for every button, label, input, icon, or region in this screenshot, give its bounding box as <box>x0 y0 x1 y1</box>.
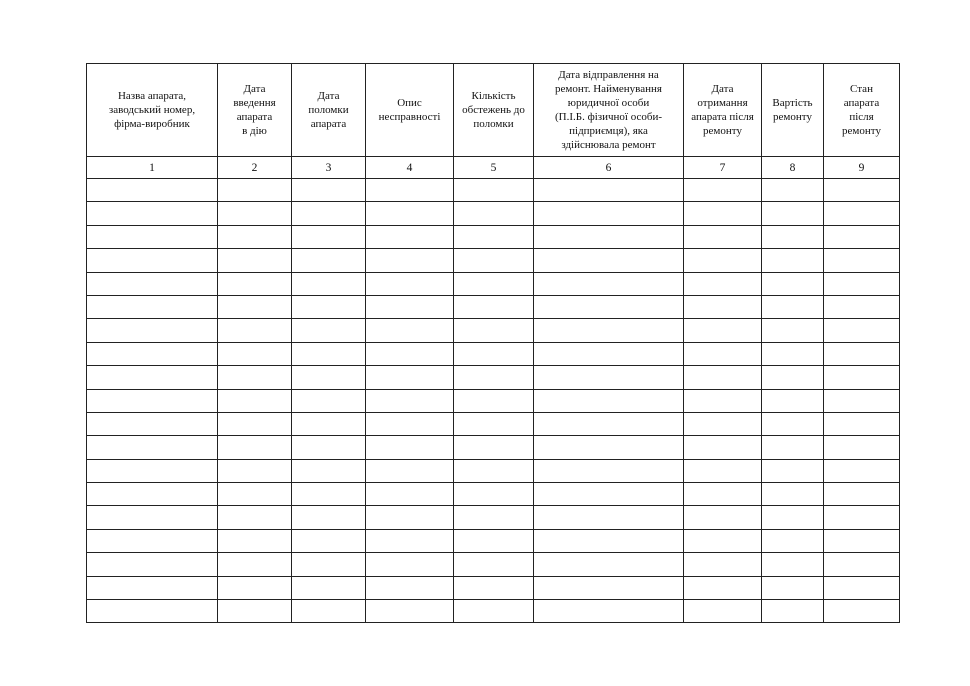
table-cell <box>684 436 762 459</box>
table-cell <box>366 506 454 529</box>
table-cell <box>824 225 900 248</box>
table-cell <box>454 600 534 623</box>
table-cell <box>534 202 684 225</box>
column-number-cell: 1 <box>87 157 218 179</box>
table-cell <box>87 249 218 272</box>
table-cell <box>292 342 366 365</box>
table-cell <box>454 225 534 248</box>
table-cell <box>292 249 366 272</box>
table-header-row <box>87 64 900 157</box>
table-cell <box>454 249 534 272</box>
table-cell <box>762 576 824 599</box>
table-cell <box>762 225 824 248</box>
table-cell <box>684 319 762 342</box>
table-cell <box>824 202 900 225</box>
table-cell <box>366 389 454 412</box>
table-cell <box>366 342 454 365</box>
table-cell <box>762 412 824 435</box>
table-cell <box>534 576 684 599</box>
table-cell <box>684 459 762 482</box>
table-row <box>87 202 900 225</box>
header-cell-examinations-count: Кількість обстежень до поломки <box>454 64 534 157</box>
table-cell <box>366 436 454 459</box>
table-cell <box>762 295 824 318</box>
table-cell <box>87 436 218 459</box>
table-cell <box>534 436 684 459</box>
table-cell <box>366 319 454 342</box>
table-cell <box>824 412 900 435</box>
table-cell <box>292 506 366 529</box>
table-cell <box>292 202 366 225</box>
column-number-cell: 2 <box>218 157 292 179</box>
table-cell <box>366 553 454 576</box>
table-cell <box>218 389 292 412</box>
table-cell <box>454 483 534 506</box>
column-number-cell: 3 <box>292 157 366 179</box>
table-cell <box>684 202 762 225</box>
table-cell <box>292 295 366 318</box>
table-cell <box>762 553 824 576</box>
column-number-cell: 9 <box>824 157 900 179</box>
table-cell <box>292 600 366 623</box>
table-cell <box>762 459 824 482</box>
table-cell <box>218 529 292 552</box>
table-cell <box>292 179 366 202</box>
table-cell <box>292 412 366 435</box>
table-cell <box>454 295 534 318</box>
table-row <box>87 412 900 435</box>
table-cell <box>292 576 366 599</box>
table-cell <box>762 249 824 272</box>
table-cell <box>534 483 684 506</box>
table-cell <box>684 179 762 202</box>
table-cell <box>87 529 218 552</box>
table-cell <box>534 319 684 342</box>
table-row <box>87 389 900 412</box>
column-number-cell: 4 <box>366 157 454 179</box>
table-cell <box>87 553 218 576</box>
table-cell <box>534 225 684 248</box>
table-cell <box>824 459 900 482</box>
header-cell-repair-dispatch: Дата відправлення на ремонт. Найменування юридичної особи (П.І.Б. фізичної особи- підприємця), яка здійснювала ремонт <box>534 64 684 157</box>
table-cell <box>366 179 454 202</box>
column-number-row <box>87 157 900 179</box>
table-cell <box>218 553 292 576</box>
table-cell <box>454 459 534 482</box>
table-cell <box>534 506 684 529</box>
table-cell <box>454 436 534 459</box>
table-cell <box>292 553 366 576</box>
table-cell <box>218 412 292 435</box>
table-cell <box>87 483 218 506</box>
table-cell <box>684 506 762 529</box>
header-cell-commissioning-date: Дата введення апарата в дію <box>218 64 292 157</box>
table-cell <box>218 179 292 202</box>
table-cell <box>87 319 218 342</box>
table-cell <box>762 342 824 365</box>
table-cell <box>824 342 900 365</box>
table-cell <box>366 366 454 389</box>
table-row <box>87 366 900 389</box>
table-cell <box>824 295 900 318</box>
table-cell <box>684 483 762 506</box>
table-cell <box>684 249 762 272</box>
table-cell <box>454 412 534 435</box>
header-cell-breakdown-date: Дата поломки апарата <box>292 64 366 157</box>
table-cell <box>824 576 900 599</box>
table-cell <box>87 506 218 529</box>
table-cell <box>366 600 454 623</box>
table-cell <box>824 600 900 623</box>
table-cell <box>762 319 824 342</box>
table-cell <box>454 576 534 599</box>
table-cell <box>87 576 218 599</box>
table-cell <box>824 436 900 459</box>
table-cell <box>366 483 454 506</box>
table-cell <box>824 179 900 202</box>
column-number-cell: 6 <box>534 157 684 179</box>
table-cell <box>824 483 900 506</box>
table-cell <box>762 529 824 552</box>
table-cell <box>824 366 900 389</box>
column-number-cell: 7 <box>684 157 762 179</box>
header-cell-device-name: Назва апарата, заводський номер, фірма-виробник <box>87 64 218 157</box>
table-cell <box>762 366 824 389</box>
table-cell <box>292 225 366 248</box>
header-cell-return-date: Дата отримання апарата після ремонту <box>684 64 762 157</box>
table-cell <box>454 202 534 225</box>
table-cell <box>366 529 454 552</box>
table-row <box>87 483 900 506</box>
table-cell <box>366 576 454 599</box>
table-cell <box>534 412 684 435</box>
column-number-cell: 8 <box>762 157 824 179</box>
table-row <box>87 576 900 599</box>
column-number-cell: 5 <box>454 157 534 179</box>
table-cell <box>366 272 454 295</box>
header-cell-fault-description: Опис несправності <box>366 64 454 157</box>
table-row <box>87 319 900 342</box>
table-cell <box>218 249 292 272</box>
table-row <box>87 342 900 365</box>
table-cell <box>218 295 292 318</box>
table-cell <box>292 366 366 389</box>
table-cell <box>762 202 824 225</box>
table-cell <box>824 529 900 552</box>
header-cell-condition-after-repair: Стан апарата після ремонту <box>824 64 900 157</box>
table-cell <box>684 272 762 295</box>
table-cell <box>218 506 292 529</box>
table-cell <box>218 576 292 599</box>
table-cell <box>87 179 218 202</box>
table-cell <box>87 389 218 412</box>
table-cell <box>454 389 534 412</box>
table-cell <box>292 459 366 482</box>
table-cell <box>454 553 534 576</box>
table-cell <box>762 436 824 459</box>
table-cell <box>87 600 218 623</box>
table-row <box>87 295 900 318</box>
table-cell <box>684 529 762 552</box>
table-cell <box>824 506 900 529</box>
table-cell <box>218 272 292 295</box>
table-cell <box>292 319 366 342</box>
table-cell <box>218 202 292 225</box>
table-cell <box>684 366 762 389</box>
table-row <box>87 436 900 459</box>
table-row <box>87 553 900 576</box>
table-cell <box>684 225 762 248</box>
table-cell <box>534 553 684 576</box>
table-cell <box>218 366 292 389</box>
table-cell <box>454 319 534 342</box>
table-cell <box>824 319 900 342</box>
table-cell <box>366 412 454 435</box>
table-cell <box>534 389 684 412</box>
table-row <box>87 600 900 623</box>
table-cell <box>684 600 762 623</box>
table-cell <box>454 529 534 552</box>
table-cell <box>684 295 762 318</box>
table-cell <box>87 366 218 389</box>
table-cell <box>218 436 292 459</box>
table-cell <box>534 366 684 389</box>
table-cell <box>762 389 824 412</box>
table-cell <box>762 483 824 506</box>
table-cell <box>218 225 292 248</box>
table-cell <box>292 529 366 552</box>
table-cell <box>292 436 366 459</box>
table-cell <box>454 272 534 295</box>
table-cell <box>534 459 684 482</box>
table-cell <box>87 342 218 365</box>
table-cell <box>534 529 684 552</box>
table-cell <box>87 272 218 295</box>
table-cell <box>824 553 900 576</box>
table-cell <box>292 389 366 412</box>
table-cell <box>684 389 762 412</box>
table-cell <box>454 342 534 365</box>
table-row <box>87 529 900 552</box>
table-cell <box>218 600 292 623</box>
table-cell <box>534 295 684 318</box>
table-cell <box>218 319 292 342</box>
table-cell <box>366 225 454 248</box>
table-cell <box>534 600 684 623</box>
table-cell <box>87 412 218 435</box>
table-cell <box>87 202 218 225</box>
table-cell <box>762 600 824 623</box>
table-cell <box>366 295 454 318</box>
table-cell <box>684 412 762 435</box>
table-cell <box>292 272 366 295</box>
table-cell <box>762 179 824 202</box>
table-cell <box>684 342 762 365</box>
header-cell-repair-cost: Вартість ремонту <box>762 64 824 157</box>
table-row <box>87 225 900 248</box>
table-cell <box>292 483 366 506</box>
table-cell <box>366 249 454 272</box>
table-cell <box>824 389 900 412</box>
table-cell <box>684 576 762 599</box>
table-cell <box>218 483 292 506</box>
table-cell <box>534 342 684 365</box>
table-cell <box>762 506 824 529</box>
table-cell <box>218 459 292 482</box>
table-row <box>87 179 900 202</box>
table-body <box>87 179 900 623</box>
table-cell <box>534 272 684 295</box>
table-row <box>87 249 900 272</box>
table-cell <box>454 179 534 202</box>
table-row <box>87 459 900 482</box>
table-cell <box>454 506 534 529</box>
table-cell <box>824 272 900 295</box>
table-row <box>87 506 900 529</box>
table-cell <box>454 366 534 389</box>
table-cell <box>366 459 454 482</box>
table-row <box>87 272 900 295</box>
table-cell <box>87 225 218 248</box>
table-cell <box>762 272 824 295</box>
equipment-repair-register-table <box>86 63 900 623</box>
table-cell <box>534 249 684 272</box>
table-cell <box>87 459 218 482</box>
table-cell <box>218 342 292 365</box>
table-cell <box>87 295 218 318</box>
table-cell <box>824 249 900 272</box>
table-cell <box>684 553 762 576</box>
table-cell <box>534 179 684 202</box>
table-cell <box>366 202 454 225</box>
